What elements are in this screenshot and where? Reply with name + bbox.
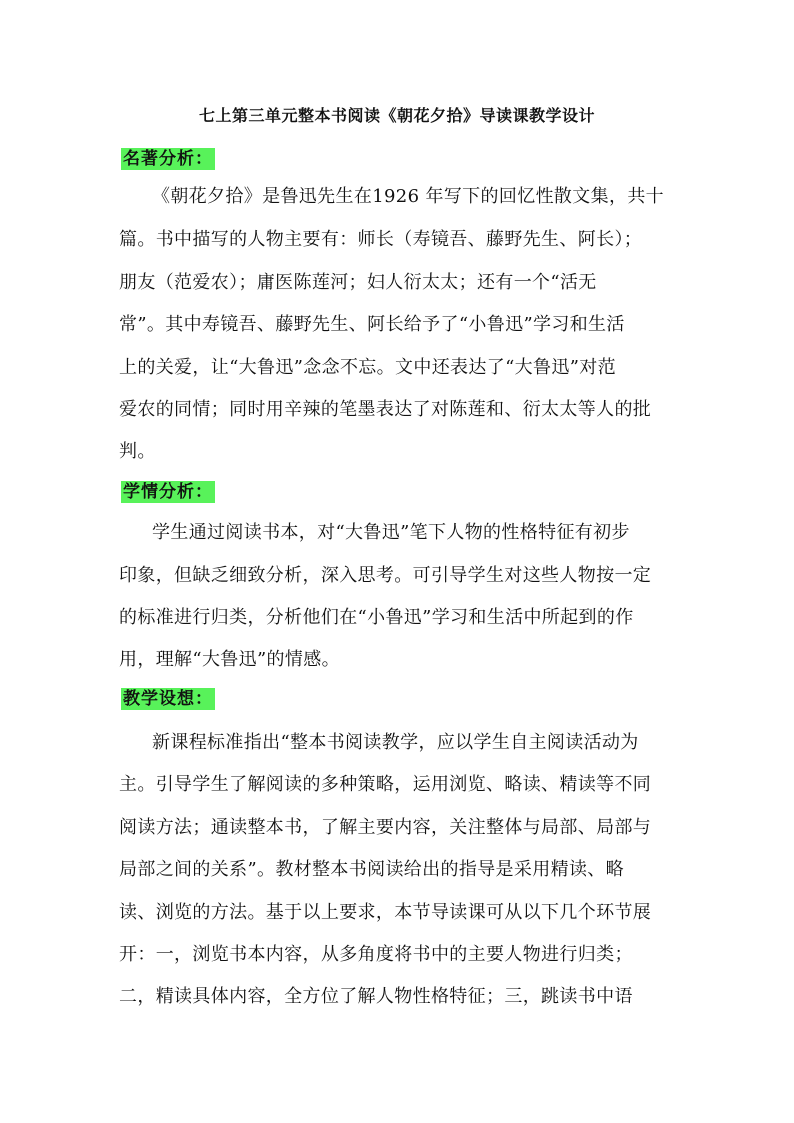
section-heading-book-analysis — [119, 147, 217, 171]
paragraph-line: 常”。其中寿镜吾、藤野先生、阿长给予了“小鲁迅”学习和生活 — [119, 314, 625, 335]
paragraph-line: 判。 — [119, 441, 156, 462]
paragraph-line: 的标准进行归类，分析他们在“小鲁迅”学习和生活中所起到的作 — [119, 607, 634, 628]
paragraph-line: 学生通过阅读书本，对“大鲁迅”笔下人物的性格特征有初步 — [152, 522, 630, 543]
heading-text: 学情分析： — [123, 482, 213, 502]
document-title: 七上第三单元整本书阅读《朝花夕拾》导读课教学设计 — [198, 106, 595, 125]
paragraph-line: 主。引导学生了解阅读的多种策略，运用浏览、略读、精读等不同 — [119, 774, 652, 795]
paragraph-line: 二，精读具体内容，全方位了解人物性格特征；三，跳读书中语 — [119, 986, 633, 1007]
heading-text: 名著分析： — [123, 149, 213, 169]
paragraph-line: 朋友（范爱农）；庸医陈莲河；妇人衍太太；还有一个“活无 — [119, 272, 597, 293]
paragraph-line: 新课程标准指出“整本书阅读教学，应以学生自主阅读活动为 — [152, 732, 639, 753]
section-heading-teaching-plan — [119, 687, 217, 711]
paragraph-line: 印象，但缺乏细致分析，深入思考。可引导学生对这些人物按一定 — [119, 565, 652, 586]
paragraph-line: 篇。书中描写的人物主要有：师长（寿镜吾、藤野先生、阿长）； — [119, 229, 643, 250]
paragraph-line: 局部之间的关系”。教材整本书阅读给出的指导是采用精读、略 — [119, 859, 624, 880]
paragraph-line: 阅读方法；通读整本书，了解主要内容，关注整体与局部、局部与 — [119, 817, 652, 838]
section-heading-learner-analysis — [119, 480, 217, 504]
heading-text: 教学设想： — [123, 689, 213, 709]
paragraph-line: 读、浏览的方法。基于以上要求，本节导读课可从以下几个环节展 — [119, 902, 652, 923]
paragraph-line: 用，理解“大鲁迅”的情感。 — [119, 649, 340, 670]
paragraph-line: 开：一，浏览书本内容，从多角度将书中的主要人物进行归类； — [119, 944, 633, 965]
paragraph-line: 《朝花夕拾》是鲁迅先生在1926 年写下的回忆性散文集，共十 — [152, 186, 665, 207]
paragraph-line: 爱农的同情；同时用辛辣的笔墨表达了对陈莲和、衍太太等人的批 — [119, 399, 652, 420]
paragraph-line: 上的关爱，让“大鲁迅”念念不忘。文中还表达了“大鲁迅”对范 — [119, 357, 616, 378]
